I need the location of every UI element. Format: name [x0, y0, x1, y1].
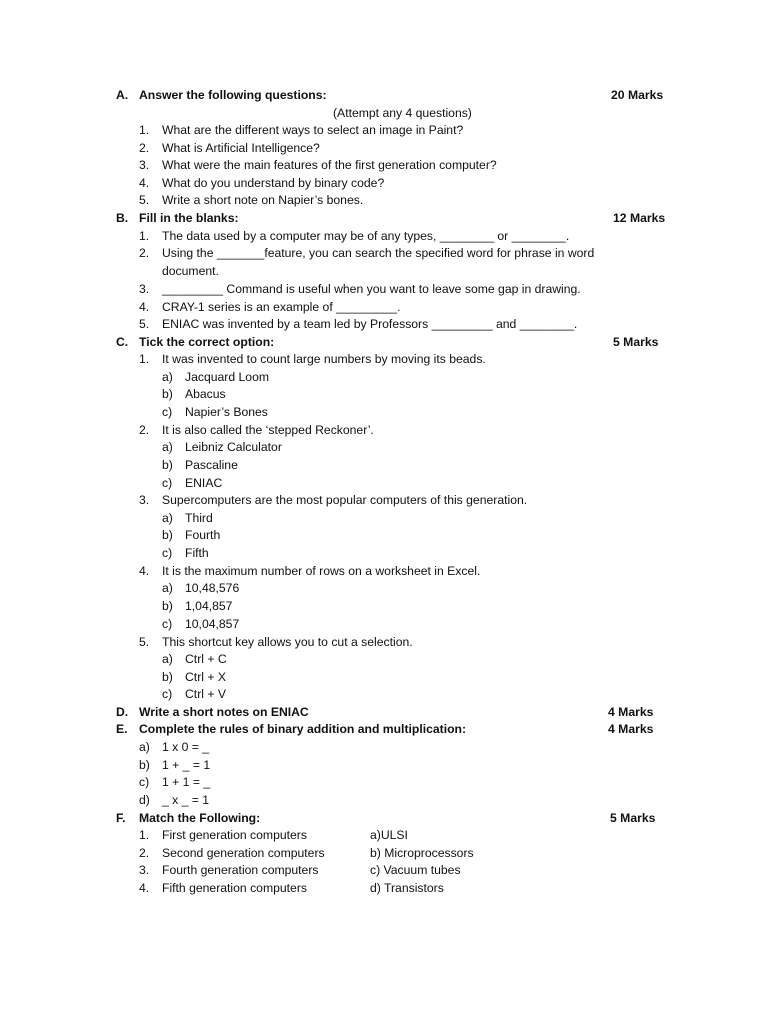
option-label: a) [162, 370, 173, 384]
section-e-title: Complete the rules of binary addition and multiplication: [139, 722, 467, 736]
option-label: c) [162, 476, 173, 490]
question-text: It was invented to count large numbers by moving its beads. [162, 352, 486, 366]
section-b-letter: B. [116, 211, 129, 225]
question-number: 2. [139, 423, 150, 437]
section-a-title: Answer the following questions: [139, 88, 327, 102]
item-text: 1 x 0 = _ [162, 740, 210, 754]
question-text: ENIAC was invented by a team led by Professors _________ and ________. [162, 317, 578, 331]
question-text: What is Artificial Intelligence? [162, 141, 320, 155]
question-text: This shortcut key allows you to cut a selection. [162, 635, 413, 649]
section-a-letter: A. [116, 88, 129, 102]
option-label: b) [162, 458, 173, 472]
item-label: a) [139, 740, 150, 754]
item-text: 1 + _ = 1 [162, 758, 211, 772]
question-number: 3. [139, 158, 150, 172]
question-number: 1. [139, 352, 150, 366]
section-e-letter: E. [116, 722, 128, 736]
question-text: CRAY-1 series is an example of _________. [162, 300, 401, 314]
section-d-marks: 4 Marks [608, 705, 654, 719]
match-number: 4. [139, 881, 150, 895]
match-right: a)ULSI [370, 828, 408, 842]
question-text: Supercomputers are the most popular computers of this generation. [162, 493, 528, 507]
question-number: 1. [139, 123, 150, 137]
option-label: b) [162, 670, 173, 684]
question-number: 4. [139, 176, 150, 190]
section-d-letter: D. [116, 705, 129, 719]
option-text: 10,04,857 [185, 617, 240, 631]
option-text: Fifth [185, 546, 209, 560]
match-right: c) Vacuum tubes [370, 863, 461, 877]
item-label: d) [139, 793, 150, 807]
question-text: What do you understand by binary code? [162, 176, 385, 190]
option-text: Napier’s Bones [185, 405, 268, 419]
question-text: It is also called the ‘stepped Reckoner’. [162, 423, 374, 437]
question-text: It is the maximum number of rows on a worksheet in Excel. [162, 564, 481, 578]
question-text-continued: document. [162, 264, 219, 278]
option-label: b) [162, 387, 173, 401]
option-text: Ctrl + X [185, 670, 226, 684]
section-f-letter: F. [116, 811, 126, 825]
section-c-title: Tick the correct option: [139, 335, 275, 349]
question-text: _________ Command is useful when you want to leave some gap in drawing. [162, 282, 581, 296]
section-c-marks: 5 Marks [613, 335, 659, 349]
section-a-note: (Attempt any 4 questions) [333, 106, 472, 120]
question-number: 2. [139, 246, 150, 260]
option-text: Fourth [185, 528, 221, 542]
option-label: a) [162, 581, 173, 595]
question-number: 2. [139, 141, 150, 155]
match-left: Fourth generation computers [162, 863, 319, 877]
match-number: 1. [139, 828, 150, 842]
item-text: 1 + 1 = _ [162, 775, 211, 789]
match-right: b) Microprocessors [370, 846, 474, 860]
item-text: _ x _ = 1 [162, 793, 210, 807]
section-a-marks: 20 Marks [611, 88, 664, 102]
question-text: Using the _______feature, you can search the specified word for phrase in word [162, 246, 595, 260]
question-number: 1. [139, 229, 150, 243]
option-text: 1,04,857 [185, 599, 233, 613]
question-number: 4. [139, 300, 150, 314]
section-c-letter: C. [116, 335, 129, 349]
option-text: Abacus [185, 387, 226, 401]
option-label: a) [162, 652, 173, 666]
question-text: Write a short note on Napier’s bones. [162, 193, 364, 207]
option-text: Third [185, 511, 213, 525]
section-d-title: Write a short notes on ENIAC [139, 705, 309, 719]
option-text: Pascaline [185, 458, 238, 472]
option-text: 10,48,576 [185, 581, 240, 595]
question-text: The data used by a computer may be of any types, ________ or ________. [162, 229, 570, 243]
match-right: d) Transistors [370, 881, 444, 895]
option-label: a) [162, 440, 173, 454]
option-label: c) [162, 687, 173, 701]
question-number: 5. [139, 317, 150, 331]
option-text: ENIAC [185, 476, 223, 490]
section-b-marks: 12 Marks [613, 211, 666, 225]
question-number: 5. [139, 635, 150, 649]
question-number: 5. [139, 193, 150, 207]
option-text: Leibniz Calculator [185, 440, 282, 454]
question-text: What were the main features of the first generation computer? [162, 158, 497, 172]
section-b-title: Fill in the blanks: [139, 211, 239, 225]
section-f-title: Match the Following: [139, 811, 261, 825]
option-label: b) [162, 599, 173, 613]
option-label: c) [162, 617, 173, 631]
question-number: 3. [139, 493, 150, 507]
match-left: Second generation computers [162, 846, 325, 860]
question-number: 4. [139, 564, 150, 578]
item-label: c) [139, 775, 150, 789]
option-text: Ctrl + V [185, 687, 226, 701]
option-label: b) [162, 528, 173, 542]
section-f-marks: 5 Marks [610, 811, 656, 825]
match-left: Fifth generation computers [162, 881, 307, 895]
match-number: 2. [139, 846, 150, 860]
match-left: First generation computers [162, 828, 307, 842]
option-label: c) [162, 546, 173, 560]
item-label: b) [139, 758, 150, 772]
option-text: Ctrl + C [185, 652, 227, 666]
option-label: c) [162, 405, 173, 419]
question-text: What are the different ways to select an image in Paint? [162, 123, 464, 137]
section-e-marks: 4 Marks [608, 722, 654, 736]
option-text: Jacquard Loom [185, 370, 270, 384]
match-number: 3. [139, 863, 150, 877]
question-number: 3. [139, 282, 150, 296]
option-label: a) [162, 511, 173, 525]
